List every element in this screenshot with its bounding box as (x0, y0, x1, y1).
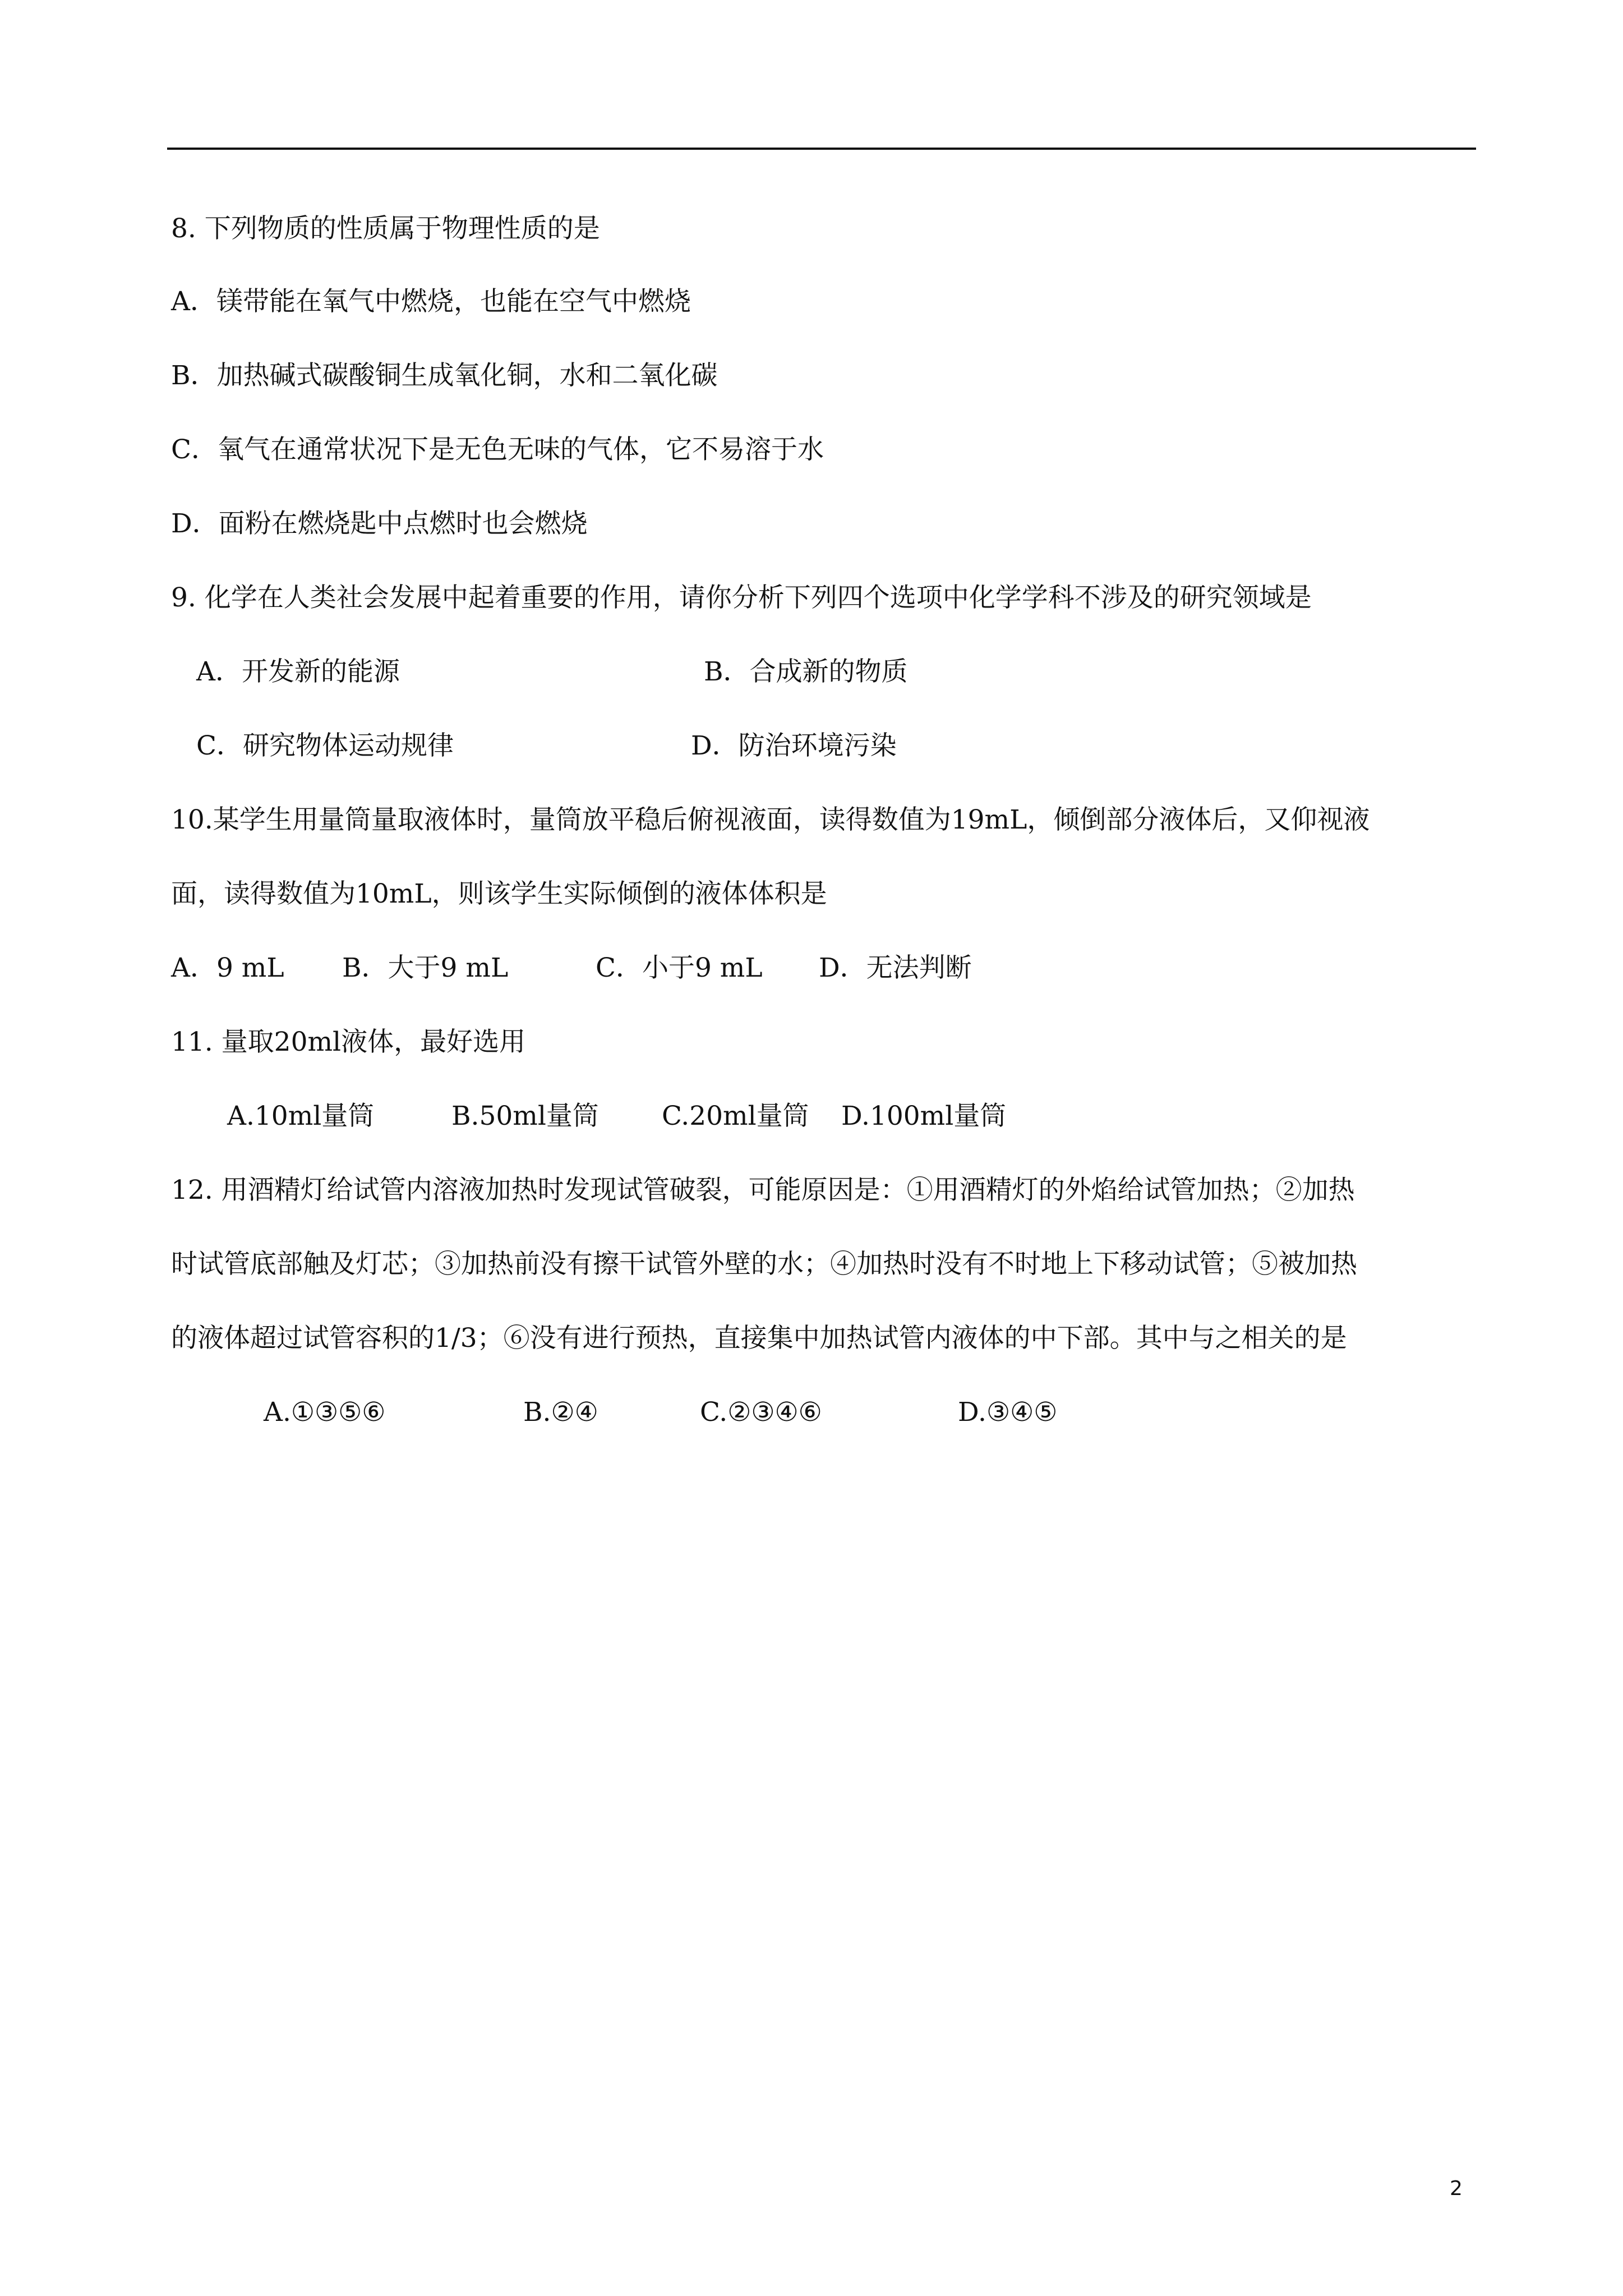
q12-stem-line2: 时试管底部触及灯芯；③加热前没有擦干试管外壁的水；④加热时没有不时地上下移动试管；⑤被加热 (171, 1249, 1357, 1280)
q10-stem-line2: 面，读得数值为10mL，则该学生实际倾倒的液体体积是 (171, 878, 827, 909)
q12-stem-line3: 的液体超过试管容积的1/3；⑥没有进行预热，直接集中加热试管内液体的中下部。其中与之相关的是 (171, 1323, 1347, 1354)
q9-stem: 9. 化学在人类社会发展中起着重要的作用，请你分析下列四个选项中化学学科不涉及的研究领域是 (171, 582, 1312, 613)
q12-option-b: B.②④ (523, 1397, 598, 1428)
header-rule (167, 148, 1476, 150)
q9-option-a: A．开发新的能源 (196, 656, 400, 687)
page-number: 2 (1450, 2177, 1463, 2200)
q12-option-c: C.②③④⑥ (700, 1397, 822, 1428)
q8-option-c: C．氧气在通常状况下是无色无味的气体，它不易溶于水 (171, 434, 824, 465)
q12-option-d: D.③④⑤ (958, 1397, 1058, 1428)
q11-option-d: D.100ml量筒 (841, 1101, 1007, 1131)
q10-option-a: A．9 mL (171, 953, 284, 983)
q8-option-a: A．镁带能在氧气中燃烧，也能在空气中燃烧 (171, 286, 691, 317)
q8-option-d: D．面粉在燃烧匙中点燃时也会燃烧 (171, 508, 588, 539)
q8-stem: 8. 下列物质的性质属于物理性质的是 (171, 213, 600, 244)
q10-option-c: C．小于9 mL (596, 953, 763, 983)
q11-stem: 11. 量取20ml液体，最好选用 (171, 1027, 526, 1057)
q10-option-d: D．无法判断 (819, 953, 972, 983)
q9-option-d: D．防治环境污染 (691, 730, 897, 761)
q10-option-b: B．大于9 mL (342, 953, 509, 983)
q11-option-c: C.20ml量筒 (662, 1101, 809, 1131)
q12-stem-line1: 12. 用酒精灯给试管内溶液加热时发现试管破裂，可能原因是：①用酒精灯的外焰给试管加热；②加热 (171, 1175, 1355, 1205)
q10-stem-line1: 10.某学生用量筒量取液体时，量筒放平稳后俯视液面，读得数值为19mL，倾倒部分液体后，又仰视液 (171, 804, 1370, 835)
q12-option-a: A.①③⑤⑥ (264, 1397, 386, 1428)
q9-option-c: C．研究物体运动规律 (196, 730, 454, 761)
q9-option-b: B．合成新的物质 (704, 656, 908, 687)
q11-option-a: A.10ml量筒 (227, 1101, 375, 1131)
q8-option-b: B．加热碱式碳酸铜生成氧化铜，水和二氧化碳 (171, 360, 718, 391)
q11-option-b: B.50ml量筒 (451, 1101, 599, 1131)
